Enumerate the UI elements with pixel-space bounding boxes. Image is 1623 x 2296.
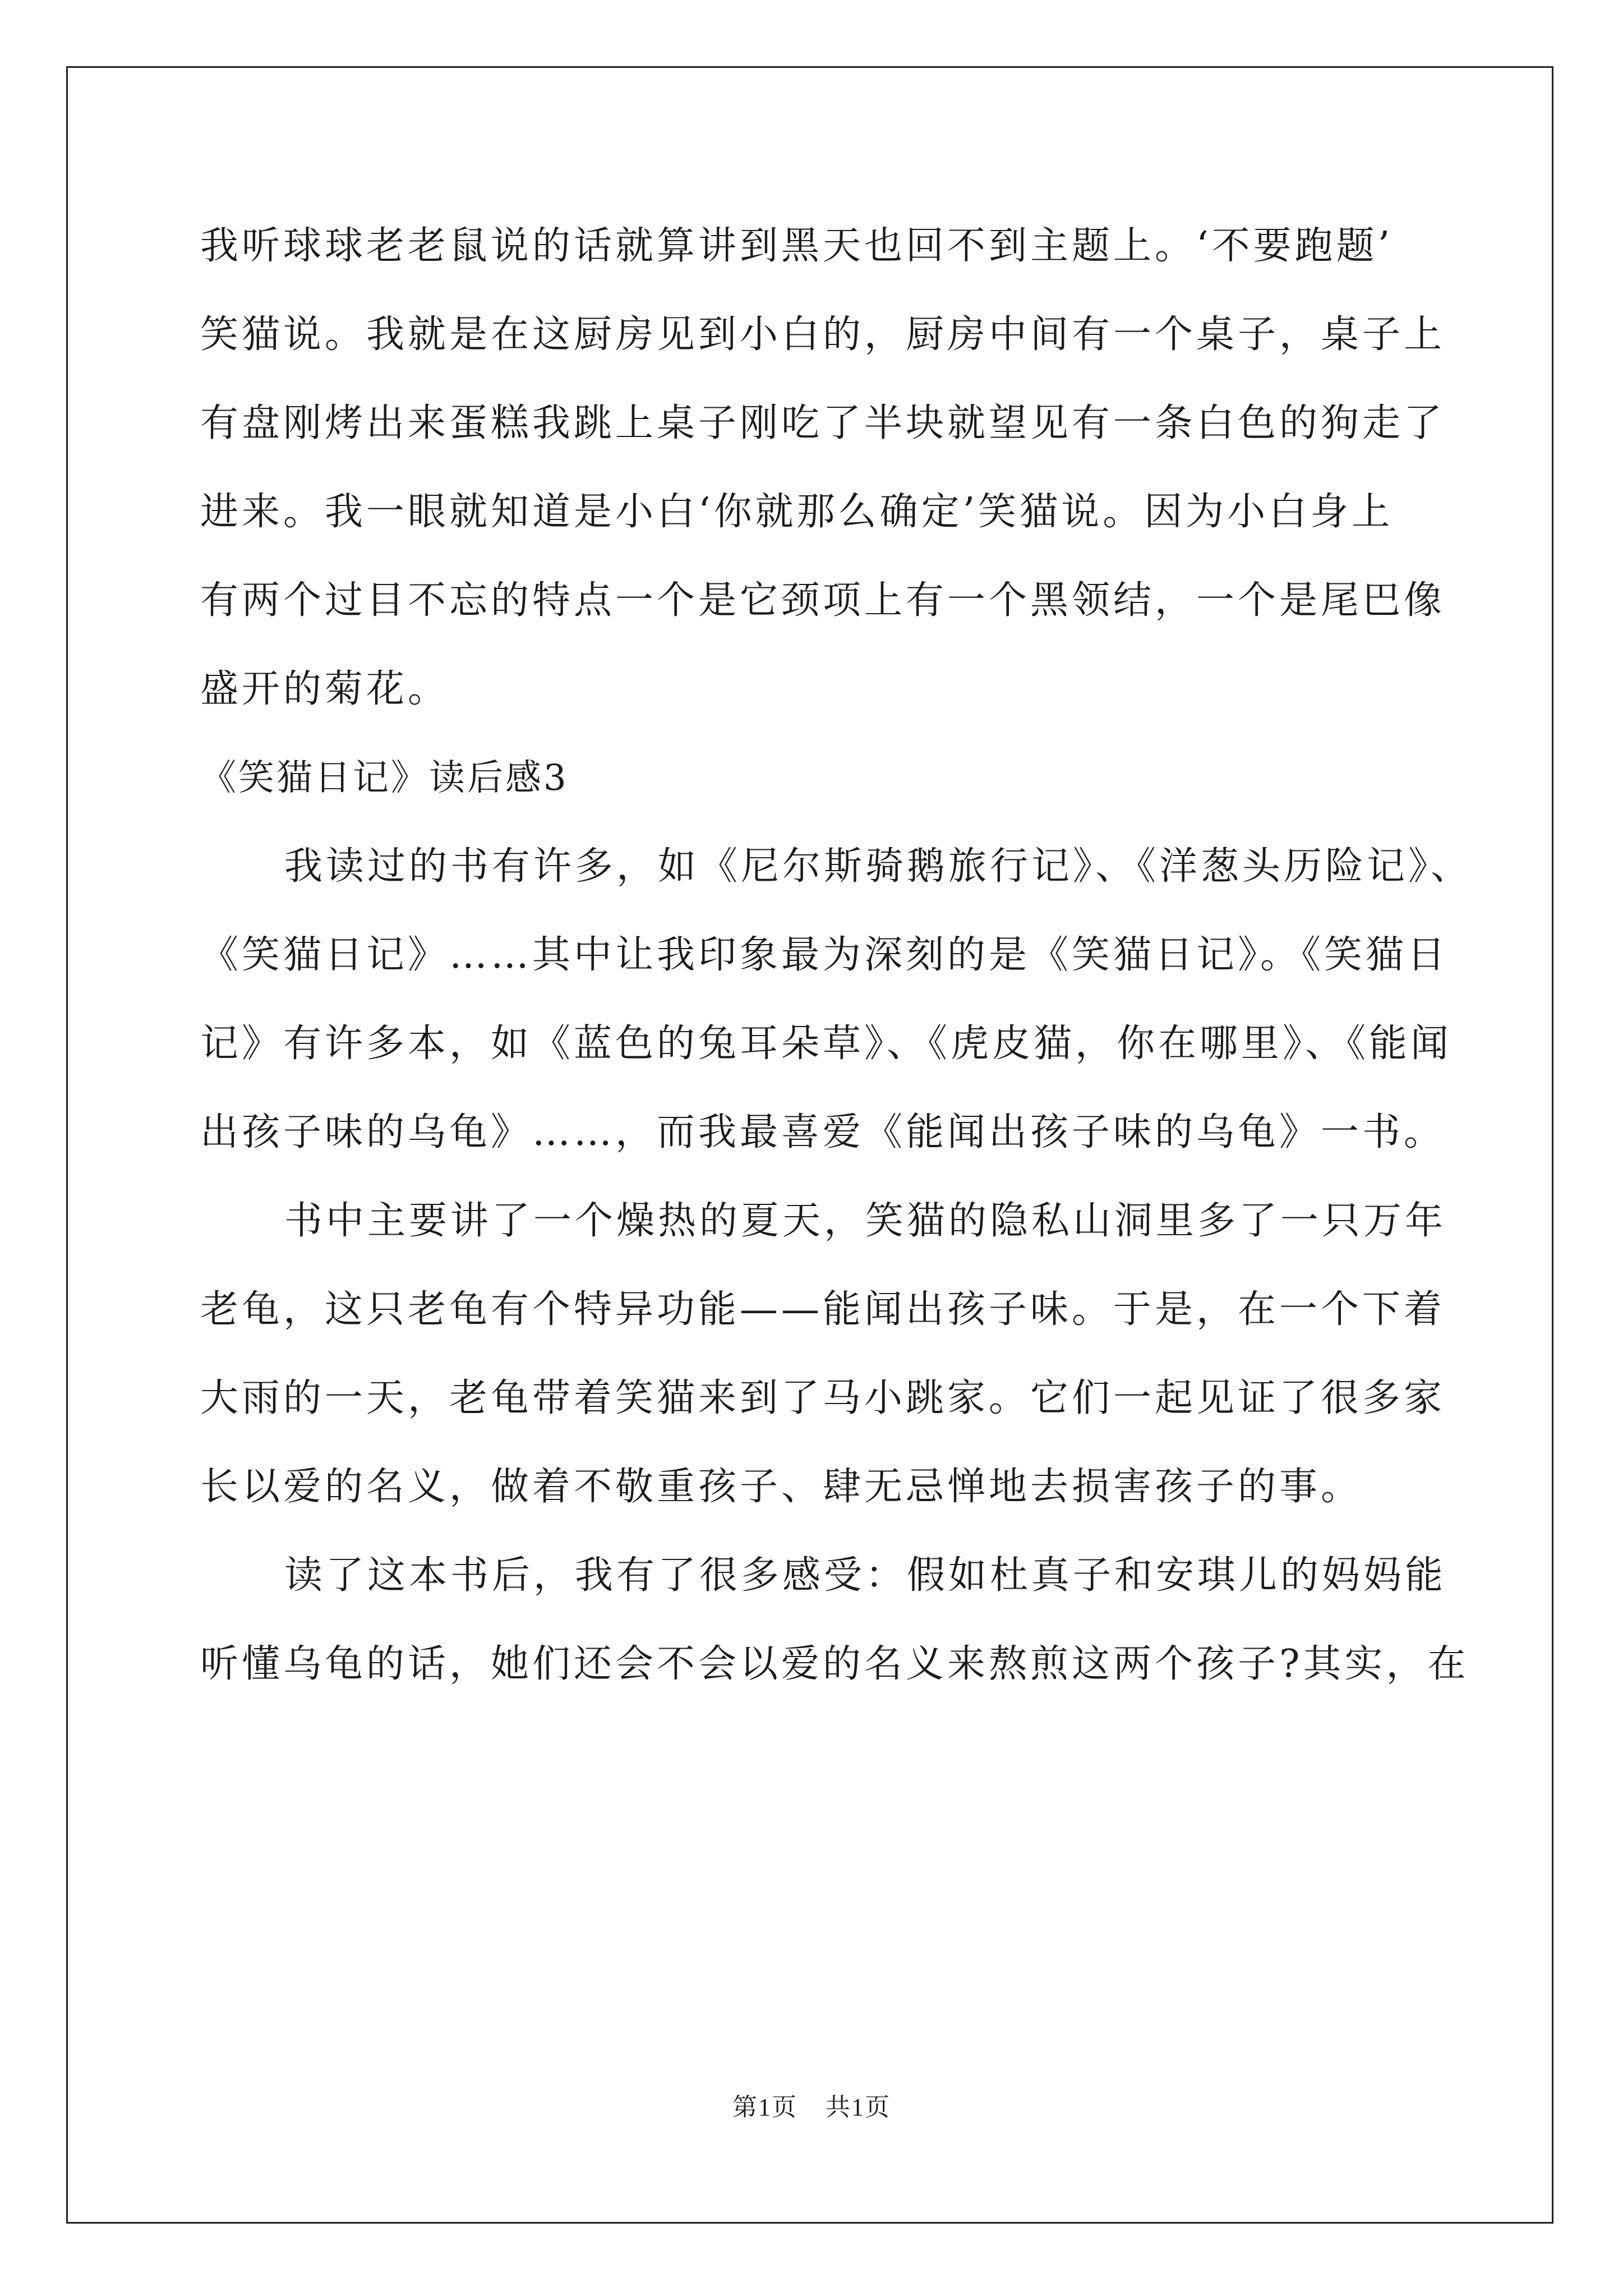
page-number: 第1页 [732,2093,797,2121]
text-line: 出孩子味的乌龟》……，而我最喜爱《能闻出孩子味的乌龟》一书。 [200,1110,1446,1154]
text-line: 有盘刚烤出来蛋糕我跳上桌子刚吃了半块就望见有一条白色的狗走了 [200,401,1446,445]
text-line: 有两个过目不忘的特点一个是它颈项上有一个黑领结，一个是尾巴像 [200,578,1446,623]
text-line: 笑猫说。我就是在这厨房见到小白的，厨房中间有一个桌子，桌子上 [200,312,1446,357]
text-line: 听懂乌龟的话，她们还会不会以爱的名义来熬煎这两个孩子?其实，在 [200,1642,1469,1686]
document-body [200,202,1473,1709]
paragraph [200,1531,1469,1709]
text-line: 我听球球老老鼠说的话就算讲到黑天也回不到主题上。‘不要跑题’ [200,224,1394,268]
text-line: 记》有许多本，如《蓝色的兔耳朵草》、《虎皮猫，你在哪里》、《能闻 [200,1022,1453,1066]
text-line: 长以爱的名义，做着不敬重孩子、肆无忌惮地去损害孩子的事。 [200,1465,1363,1509]
text-line: 盛开的菊花。 [200,667,450,711]
paragraph [200,822,1473,1177]
text-line: 进来。我一眼就知道是小白‘你就那么确定’笑猫说。因为小白身上 [200,490,1394,534]
text-line: 《笑猫日记》……其中让我印象最为深刻的是《笑猫日记》。《笑猫日 [200,933,1449,977]
text-line: 书中主要讲了一个燥热的夏天，笑猫的隐私山洞里多了一只万年 [284,1199,1447,1243]
page-count: 共1页 [826,2093,891,2121]
paragraph [200,202,1446,734]
text-line: 读了这本书后，我有了很多感受：假如杜真子和安琪儿的妈妈能 [284,1553,1447,1598]
text-line: 老龟，这只老龟有个特异功能——能闻出孩子味。于是，在一个下着 [200,1287,1446,1332]
text-line: 大雨的一天，老龟带着笑猫来到了马小跳家。它们一起见证了很多家 [200,1376,1446,1420]
page-footer [0,2087,1623,2123]
section-heading: 《笑猫日记》读后感3 [200,757,569,799]
paragraph [200,1177,1447,1531]
text-line: 我读过的书有许多，如《尼尔斯骑鹅旅行记》、《洋葱头历险记》、 [284,844,1473,889]
